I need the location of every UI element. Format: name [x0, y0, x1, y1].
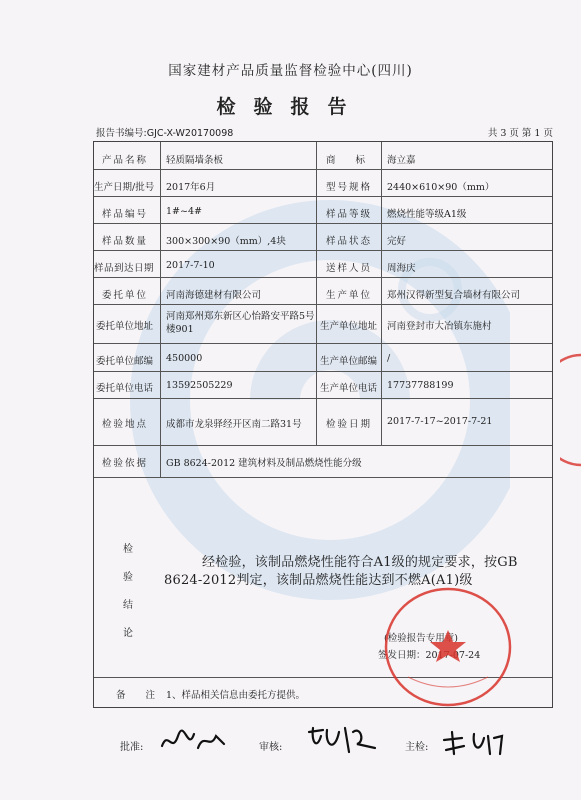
row-divider [94, 445, 552, 446]
sample-id-label: 样品编号 [102, 209, 149, 220]
test-location-label: 检验地点 [102, 419, 149, 430]
conclusion-label-char: 论 [123, 628, 133, 639]
page-info: 共 3 页 第 1 页 [487, 128, 553, 139]
report-number-value: GJC-X-W20170098 [146, 128, 234, 139]
organization-name: 国家建材产品质量监督检验中心(四川) [168, 63, 413, 79]
remarks-label: 备注 [116, 690, 176, 701]
sender-label: 送样人员 [326, 263, 373, 274]
arrival-date-label: 样品到达日期 [94, 263, 155, 274]
manufacturer-phone-value: 17737788199 [387, 380, 454, 391]
review-label: 审核: [259, 742, 283, 753]
client-phone-value: 13592505229 [166, 380, 233, 391]
row-divider [94, 477, 552, 478]
row-divider [94, 277, 552, 278]
conclusion-label-char: 验 [123, 572, 133, 583]
sender-value: 周海庆 [387, 263, 416, 274]
product-name-value: 轻质隔墙条板 [166, 155, 224, 166]
manufacturer-address-label: 生产单位地址 [320, 321, 378, 332]
conclusion-label-char: 结 [123, 600, 133, 611]
test-date-label: 检验日期 [326, 419, 373, 430]
sample-grade-label: 样品等级 [326, 209, 373, 220]
row-divider [94, 304, 552, 305]
sample-qty-value: 300×300×90（mm）,4块 [166, 236, 286, 247]
client-postcode-label: 委托单位邮编 [96, 356, 154, 367]
client-address-value: 河南郑州郑东新区心怡路安平路5号楼901 [166, 311, 315, 335]
manufacturer-label: 生产单位 [326, 290, 373, 301]
manufacturer-address-value: 河南登封市大冶镇东施村 [387, 321, 492, 332]
sample-qty-label: 样品数量 [102, 236, 149, 247]
test-date-value: 2017-7-17~2017-7-21 [387, 416, 493, 427]
production-date-label: 生产日期/批号 [94, 182, 155, 193]
row-divider [94, 371, 552, 372]
row-divider [94, 169, 552, 170]
official-seal [378, 582, 518, 712]
test-basis-label: 检验依据 [102, 458, 149, 469]
issue-date: 签发日期：2017-07-24 [378, 650, 481, 661]
report-number [96, 125, 233, 139]
col-divider [381, 142, 382, 445]
model-label: 型号规格 [326, 182, 373, 193]
manufacturer-value: 郑州汉得新型复合墙材有限公司 [387, 290, 521, 301]
client-label: 委托单位 [102, 290, 149, 301]
review-signature [305, 722, 380, 758]
row-divider [94, 196, 552, 197]
sample-grade-value: 燃烧性能等级A1级 [387, 209, 467, 220]
trademark-value: 海立嘉 [387, 155, 416, 166]
client-phone-label: 委托单位电话 [96, 383, 154, 394]
manufacturer-postcode-value: / [387, 353, 391, 364]
row-divider [94, 223, 552, 224]
model-value: 2440×610×90（mm） [387, 182, 495, 193]
edge-seal [560, 350, 581, 470]
remarks-text: 1、样品相关信息由委托方提供。 [166, 690, 306, 701]
seal-note: (检验报告专用章) [384, 633, 458, 644]
sample-state-value: 完好 [387, 236, 407, 247]
main-inspector-signature [440, 728, 510, 758]
conclusion-label-char: 检 [123, 544, 133, 555]
production-date-value: 2017年6月 [166, 182, 216, 193]
sample-state-label: 样品状态 [326, 236, 373, 247]
col-divider [316, 142, 317, 445]
report-number-label: 报告书编号: [96, 128, 147, 139]
report-title: 检验报告 [216, 96, 365, 118]
manufacturer-postcode-label: 生产单位邮编 [320, 356, 378, 367]
client-postcode-value: 450000 [166, 353, 203, 364]
manufacturer-phone-label: 生产单位电话 [320, 383, 378, 394]
approve-label: 批准: [120, 742, 144, 753]
row-divider [94, 250, 552, 251]
client-address-label: 委托单位地址 [96, 321, 154, 332]
test-location-value: 成都市龙泉驿经开区南二路31号 [166, 419, 302, 430]
arrival-date-value: 2017-7-10 [166, 260, 215, 271]
test-basis-value: GB 8624-2012 建筑材料及制品燃烧性能分级 [166, 458, 362, 469]
row-divider [94, 343, 552, 344]
client-value: 河南海德建材有限公司 [166, 290, 262, 301]
product-name-label: 产品名称 [102, 155, 149, 166]
col-divider [160, 142, 161, 477]
row-divider [94, 398, 552, 399]
conclusion-text: 经检验，该制品燃烧性能符合A1级的规定要求，按GB 8624-2012判定，该制品燃烧性能达到不燃A(A1)级 [164, 555, 518, 588]
sample-id-value: 1#~4# [166, 206, 202, 217]
approve-signature [158, 726, 228, 756]
trademark-label: 商标 [326, 155, 386, 166]
main-inspector-label: 主检: [405, 742, 429, 753]
